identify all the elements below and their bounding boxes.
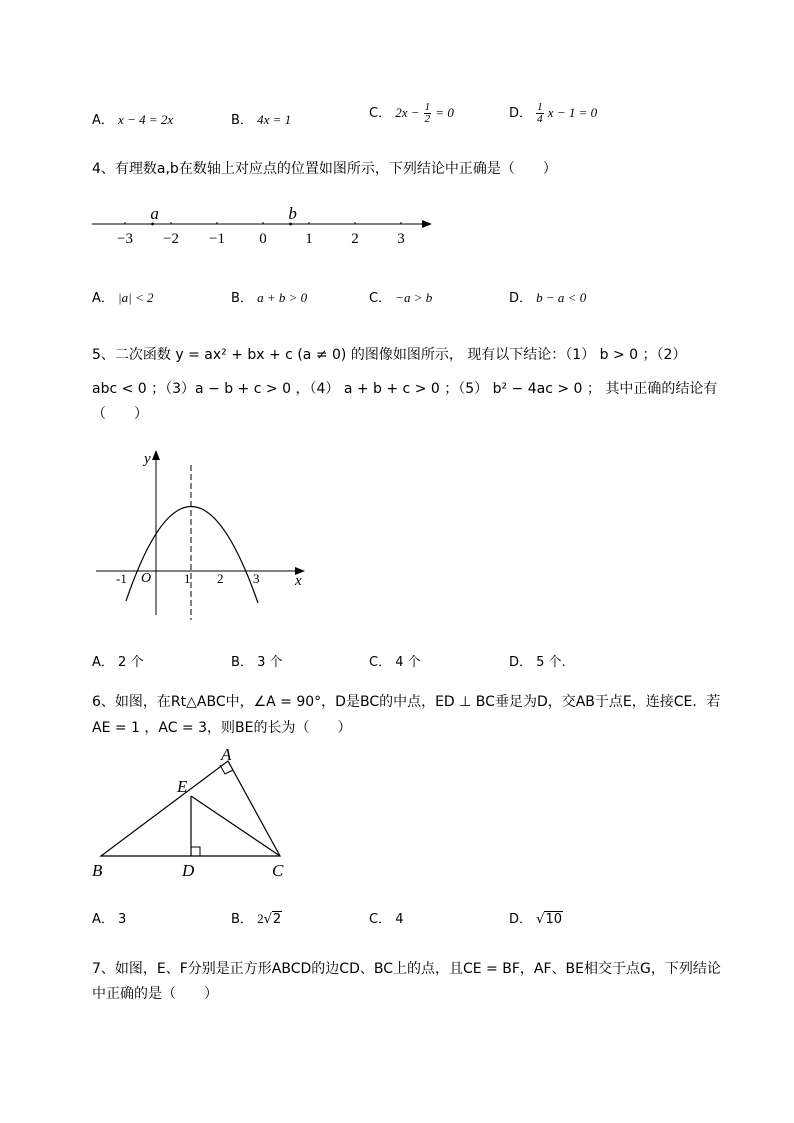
parabola-figure	[92, 445, 312, 620]
option-expr: 4	[395, 912, 404, 927]
q4-option-b[interactable]	[231, 287, 307, 306]
tick-label: 1	[184, 571, 191, 586]
q7-stem-line1: 7、如图，E、F分别是正方形ABCD的边CD、BC上的点，且CE = BF，AF、BE相交于点G，下列结论	[92, 961, 721, 977]
vertex-label-c: C	[272, 861, 284, 880]
tick-label: 2	[217, 571, 224, 586]
option-letter: D．	[509, 291, 533, 306]
y-axis-label: y	[144, 451, 151, 467]
q5-stem-line2: abc < 0 ；（3）a − b + c > 0 ，（4） a + b + c > 0 ；（5） b² − 4ac > 0 ； 其中正确的结论有	[92, 381, 718, 397]
option-expr: a + b > 0	[257, 290, 308, 305]
option-letter: D．	[509, 106, 533, 121]
option-letter: A．	[92, 291, 114, 306]
q6-stem-line1: 6、如图，在Rt△ABC中，∠A = 90°，D是BC的中点，ED ⊥ BC垂足为D，交AB于点E，连接CE．若	[92, 694, 721, 710]
option-letter: D．	[509, 655, 533, 670]
point-b-dot	[289, 223, 292, 226]
option-letter: C．	[369, 106, 392, 121]
segment-ec	[191, 796, 280, 856]
fraction: $\frac{1}{2}$	[424, 101, 431, 125]
number-line-tick-label: −2	[163, 231, 179, 247]
q6-option-b[interactable]	[231, 908, 282, 927]
option-letter: A．	[92, 655, 114, 670]
option-expr: x − 4 = 2x	[118, 112, 174, 127]
q3-option-c[interactable]	[369, 102, 454, 125]
vertex-label-d: D	[182, 861, 195, 880]
point-a-dot	[151, 223, 154, 226]
parabola-curve	[126, 506, 258, 603]
option-expr: 3	[118, 912, 127, 927]
option-letter: D．	[509, 912, 533, 927]
q5-option-b[interactable]	[231, 651, 282, 670]
sqrt-icon: √	[536, 912, 545, 927]
number-line-tick-label: 3	[397, 231, 405, 247]
arrow-icon	[422, 220, 432, 228]
q6-option-c[interactable]	[369, 908, 404, 927]
q4-option-d[interactable]	[509, 287, 586, 306]
fraction: $\frac{1}{4}$	[537, 101, 543, 125]
q5-option-a[interactable]	[92, 651, 143, 670]
q3-option-d[interactable]	[509, 102, 597, 125]
radicand: 2	[272, 912, 282, 927]
option-letter: B．	[231, 912, 253, 927]
q4-option-a[interactable]	[92, 287, 153, 306]
q3-option-a[interactable]	[92, 109, 173, 128]
q5-stem-line1: 5、二次函数 y = ax² + bx + c (a ≠ 0) 的图像如图所示， 现有以下结论：（1） b > 0 ；（2）	[92, 347, 687, 363]
option-expr: 3 个	[257, 655, 283, 670]
option-letter: C．	[369, 291, 392, 306]
x-axis-label: x	[295, 573, 302, 589]
option-letter: B．	[231, 655, 253, 670]
option-expr: 4 个	[395, 655, 421, 670]
y-arrow-icon	[152, 450, 160, 460]
option-letter: B．	[231, 291, 253, 306]
number-line-tick-label: 1	[305, 231, 313, 247]
q6-option-a[interactable]	[92, 908, 126, 927]
number-line-tick-label: −1	[209, 231, 225, 247]
option-expr: 2 个	[118, 655, 144, 670]
q4-option-c[interactable]	[369, 287, 432, 306]
right-angle-d	[191, 847, 200, 856]
q7-stem-line2: 中正确的是（ ）	[92, 986, 218, 1002]
option-expr-post: = 0	[435, 105, 454, 120]
number-line-tick-label: 2	[351, 231, 359, 247]
option-coefficient: 2	[257, 911, 264, 926]
number-line-tick-label: −3	[117, 231, 133, 247]
option-letter: A．	[92, 912, 114, 927]
point-a-label: a	[150, 204, 159, 223]
option-expr: 5 个.	[536, 655, 566, 670]
tick-label: 3	[253, 571, 260, 586]
vertex-label-e: E	[177, 777, 188, 796]
q5-stem-line3: （ ）	[92, 406, 148, 422]
origin-label: O	[141, 571, 152, 586]
number-line-figure	[88, 200, 438, 250]
q5-option-c[interactable]	[369, 651, 421, 670]
sqrt-icon: √	[263, 912, 272, 927]
option-letter: B．	[231, 113, 253, 128]
vertex-label-a: A	[221, 748, 232, 764]
option-expr: −a > b	[395, 290, 433, 305]
q6-stem-line2: AE = 1 ，AC = 3，则BE的长为（ ）	[92, 720, 352, 736]
option-letter: C．	[369, 655, 392, 670]
option-letter: C．	[369, 912, 392, 927]
point-b-label: b	[288, 204, 297, 223]
tick-label: -1	[116, 571, 127, 586]
number-line-tick-label: 0	[259, 231, 267, 247]
triangle-figure	[88, 748, 298, 883]
vertex-label-b: B	[92, 861, 103, 880]
option-expr: 4x = 1	[257, 112, 292, 127]
radicand: 10	[545, 912, 562, 927]
option-expr-pre: 2x −	[395, 105, 420, 120]
q6-option-d[interactable]	[509, 908, 563, 927]
option-expr: |a| < 2	[118, 290, 154, 305]
q4-stem: 4、有理数a,b在数轴上对应点的位置如图所示，下列结论中正确是（ ）	[92, 161, 557, 177]
q5-option-d[interactable]	[509, 651, 566, 670]
option-expr: b − a < 0	[536, 290, 587, 305]
q3-option-b[interactable]	[231, 109, 291, 128]
option-expr-post: x − 1 = 0	[547, 105, 598, 120]
option-letter: A．	[92, 113, 114, 128]
